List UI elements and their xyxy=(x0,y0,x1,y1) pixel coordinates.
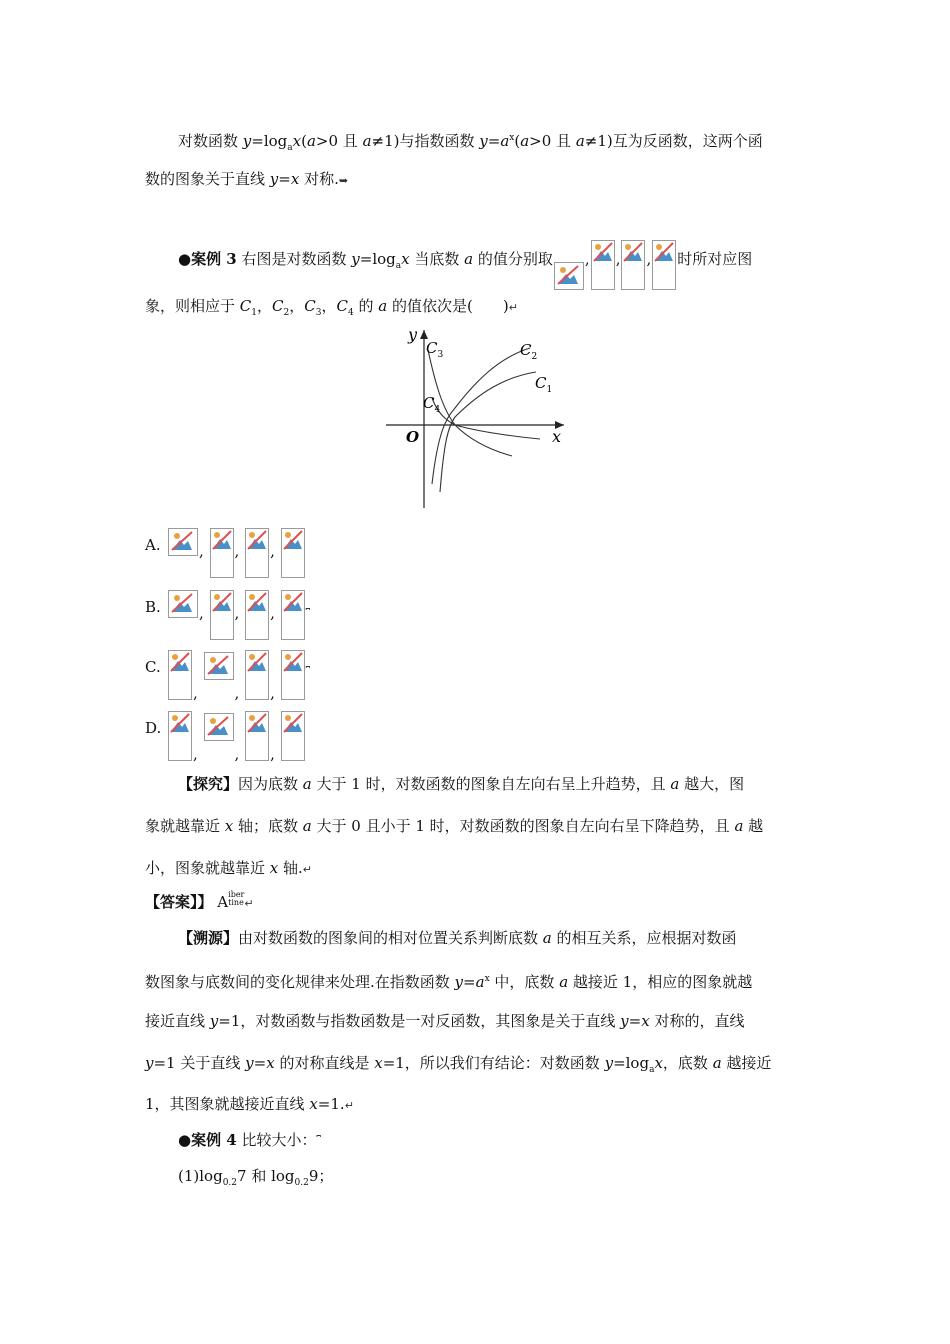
para-intro-line2: 数的图象关于直线 y=x 对称.➥ xyxy=(145,170,349,188)
return-mark-icon: ↵ xyxy=(508,301,518,314)
broken-image-icon xyxy=(168,711,192,761)
explore-line2: 象就越靠近 x 轴；底数 a 大于 0 且小于 1 时，对数函数的图象自左向右呈下降趋势，且 a 越 xyxy=(145,817,764,835)
origin-label: O xyxy=(406,428,420,446)
svg-text:C4: $C_4$ xyxy=(423,394,441,415)
broken-image-icon xyxy=(245,528,269,578)
svg-text:C2: $C_2$ xyxy=(520,341,538,362)
broken-image-icon xyxy=(168,590,198,618)
label-c3: C xyxy=(426,339,438,357)
return-mark-icon: ↵ xyxy=(344,1099,354,1112)
axis-x-label: x xyxy=(552,427,562,446)
broken-image-icon xyxy=(168,650,192,700)
broken-image-icon xyxy=(281,711,305,761)
broken-image-icon xyxy=(281,650,305,700)
trace-line5: 1，其图象就越接近直线 x=1.↵ xyxy=(145,1095,354,1113)
trace-tag: 【溯源】 xyxy=(178,929,239,947)
trace-line4: y=1 关于直线 y=x 的对称直线是 x=1，所以我们有结论：对数函数 $y=\log_ax$，底数 a 越接近 xyxy=(145,1054,772,1075)
broken-image-icon xyxy=(591,240,615,290)
broken-image-icon xyxy=(281,528,305,578)
para-intro-line1: 对数函数 $y=\log_ax(a>0$ 且 a≠1)与指数函数 $y=a^x(a>0$ 且 a≠1)互为反函数，这两个函 xyxy=(178,132,763,153)
trace-line3: 接近直线 y=1，对数函数与指数函数是一对反函数，其图象是关于直线 y=x 对称的，直线 xyxy=(145,1012,745,1030)
broken-image-icon xyxy=(245,590,269,640)
broken-image-icon xyxy=(210,590,234,640)
broken-image-icon xyxy=(281,590,305,640)
case3-bullet: ●案例 3 xyxy=(178,250,237,268)
answer-tag: 【答案】】 xyxy=(145,893,213,911)
trace-line2: 数图象与底数间的变化规律来处理.在指数函数 $y=a^x$ 中，底数 a 越接近 1，相应的图象就越 xyxy=(145,973,753,991)
broken-image-icon xyxy=(168,528,198,556)
trace-line1: 【溯源】由对数函数的图象间的相对位置关系判断底数 a 的相互关系，应根据对数函 xyxy=(178,929,737,947)
svg-text:C3: $C_3$ xyxy=(426,339,444,360)
option-a[interactable]: A. , , , xyxy=(145,528,306,578)
label-c2: C xyxy=(520,341,532,359)
log-function-graph xyxy=(380,322,580,512)
explore-line1: 【探究】因为底数 a 大于 1 时，对数函数的图象自左向右呈上升趋势，且 a 越大，图 xyxy=(178,775,745,793)
broken-image-icon xyxy=(204,713,234,741)
broken-image-icon xyxy=(245,711,269,761)
return-mark-icon: ↵ xyxy=(302,863,313,876)
paragraph-mark-icon: ➥ xyxy=(338,174,349,187)
curve-c2 xyxy=(432,348,530,484)
case4-bullet: ●案例 4 xyxy=(178,1131,237,1149)
broken-image-icon xyxy=(652,240,676,290)
option-b[interactable]: B. , , , ⎴ xyxy=(145,590,310,640)
broken-image-icon xyxy=(621,240,645,290)
broken-image-icon xyxy=(245,650,269,700)
axis-y-label: y xyxy=(408,325,418,344)
explore-line3: 小，图象就越靠近 x 轴.↵ xyxy=(145,859,313,877)
option-c[interactable]: C. , , , ⎴ xyxy=(145,650,310,702)
label-c4: C xyxy=(423,394,435,412)
broken-image-icon xyxy=(554,262,584,290)
option-d[interactable]: D. , , , xyxy=(145,711,306,763)
svg-text:C1: $C_1$ xyxy=(535,374,553,395)
answer-line: 【答案】】 Aiber tine↵ xyxy=(145,890,254,911)
case4-item1: $(1)\log_{0.2}7$ 和 $\log_{0.2}9$； xyxy=(178,1167,334,1188)
broken-image-icon xyxy=(210,528,234,578)
case3-question-line1: ●案例 3 右图是对数函数 $y=\log_ax$ 当底数 a 的值分别取 , , , 时所对应图 xyxy=(178,240,752,290)
answer-value: A xyxy=(217,893,229,911)
broken-image-icon xyxy=(204,652,234,680)
case4-title: ●案例 4 比较大小：⎴ xyxy=(178,1131,321,1149)
case3-question-line2: 象，则相应于 $C_1$，$C_2$，$C_3$，$C_4$ 的 a 的值依次是( )↵ xyxy=(145,297,518,318)
label-c1: C xyxy=(535,374,547,392)
explore-tag: 【探究】 xyxy=(178,775,239,793)
